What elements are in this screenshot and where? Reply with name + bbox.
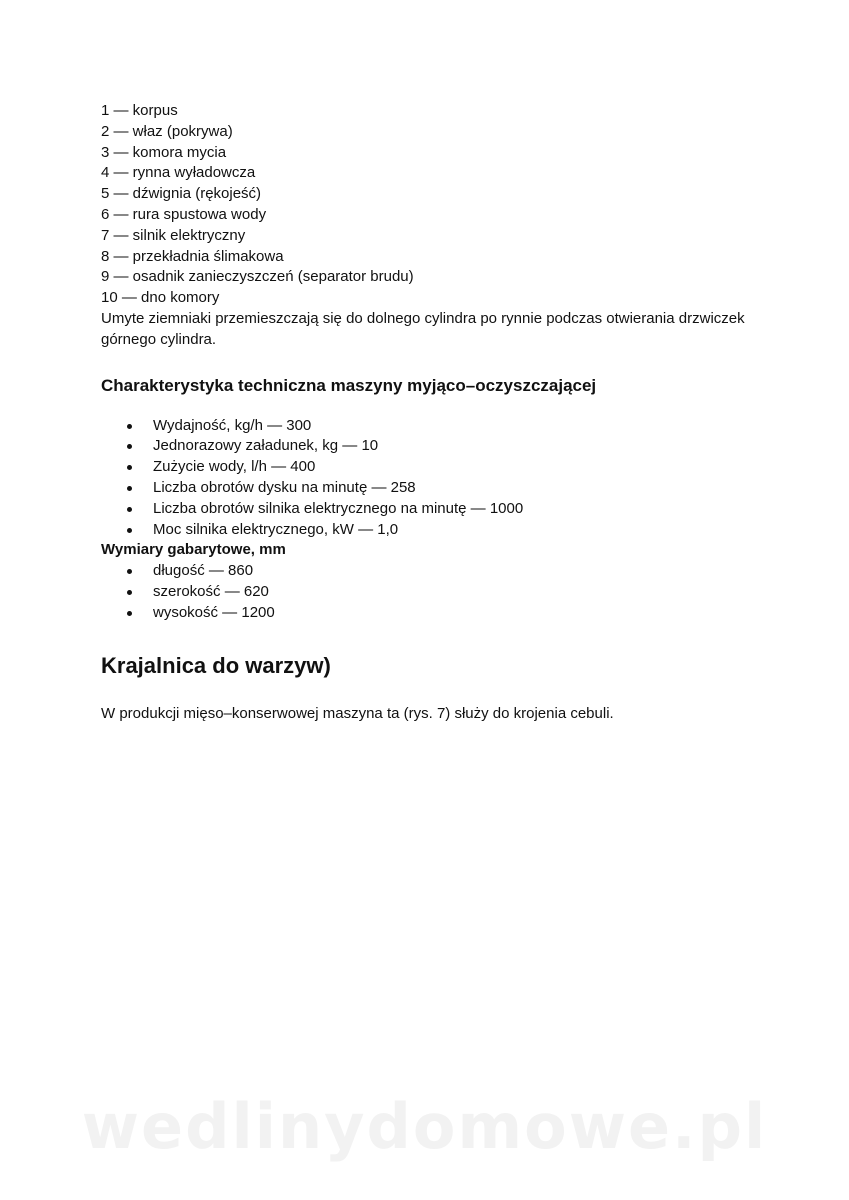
parts-list-item: 9 — osadnik zanieczyszczeń (separator brudu) — [101, 268, 414, 286]
spec-item-text: Jednorazowy załadunek, kg — 10 — [153, 437, 379, 455]
bullet-icon — [127, 465, 132, 470]
section-intro: W produkcji mięso–konserwowej maszyna ta (rys. 7) służy do krojenia cebuli. — [101, 704, 614, 722]
description-paragraph: Umyte ziemniaki przemieszczają się do dolnego cylindra po rynnie podczas otwierania drzwiczek górnego cylindra. — [101, 309, 745, 348]
parts-list — [101, 101, 761, 309]
dimensions-list — [101, 561, 761, 623]
dimensions-heading: Wymiary gabarytowe, mm — [101, 541, 286, 559]
spec-item-text: Moc silnika elektrycznego, kW — 1,0 — [153, 520, 399, 538]
bullet-icon — [127, 486, 132, 491]
dimension-item — [101, 582, 761, 603]
spec-heading: Charakterystyka techniczna maszyny myjąco–oczyszczającej — [101, 375, 597, 395]
specs-list — [101, 416, 761, 541]
dimension-item — [101, 561, 761, 582]
bullet-icon — [127, 444, 132, 449]
bullet-icon — [127, 528, 132, 533]
spec-item-text: Wydajność, kg/h — 300 — [153, 416, 312, 434]
parts-list-item: 10 — dno komory — [101, 289, 220, 307]
watermark: wedlinydomowe.pl — [81, 1090, 768, 1163]
spec-item-text: Liczba obrotów dysku na minutę — 258 — [153, 478, 416, 496]
bullet-icon — [127, 569, 132, 574]
parts-list-item: 8 — przekładnia ślimakowa — [101, 247, 284, 265]
spec-item — [101, 457, 761, 478]
dimension-item-text: szerokość — 620 — [153, 582, 269, 600]
dimension-item-text: długość — 860 — [153, 562, 254, 580]
parts-list-item: 3 — komora mycia — [101, 143, 227, 161]
parts-list-item: 1 — korpus — [101, 102, 178, 119]
parts-list-item: 4 — rynna wyładowcza — [101, 164, 256, 182]
document-page — [101, 101, 761, 724]
bullet-icon — [127, 424, 132, 429]
parts-list-item: 6 — rura spustowa wody — [101, 205, 267, 223]
bullet-icon — [127, 611, 132, 616]
parts-list-item: 5 — dźwignia (rękojeść) — [101, 185, 262, 203]
section-title: Krajalnica do warzyw) — [101, 652, 331, 678]
spec-item — [101, 416, 761, 437]
parts-list-item: 2 — właz (pokrywa) — [101, 122, 233, 140]
spec-item-text: Zużycie wody, l/h — 400 — [153, 458, 316, 476]
spec-item — [101, 499, 761, 520]
spec-item-text: Liczba obrotów silnika elektrycznego na minutę — 1000 — [153, 499, 524, 517]
parts-list-item: 7 — silnik elektryczny — [101, 226, 246, 244]
bullet-icon — [127, 507, 132, 512]
spec-item — [101, 436, 761, 457]
bullet-icon — [127, 590, 132, 595]
dimension-item-text: wysokość — 1200 — [153, 603, 275, 621]
dimension-item — [101, 603, 761, 624]
spec-item — [101, 478, 761, 499]
spec-item — [101, 520, 761, 541]
